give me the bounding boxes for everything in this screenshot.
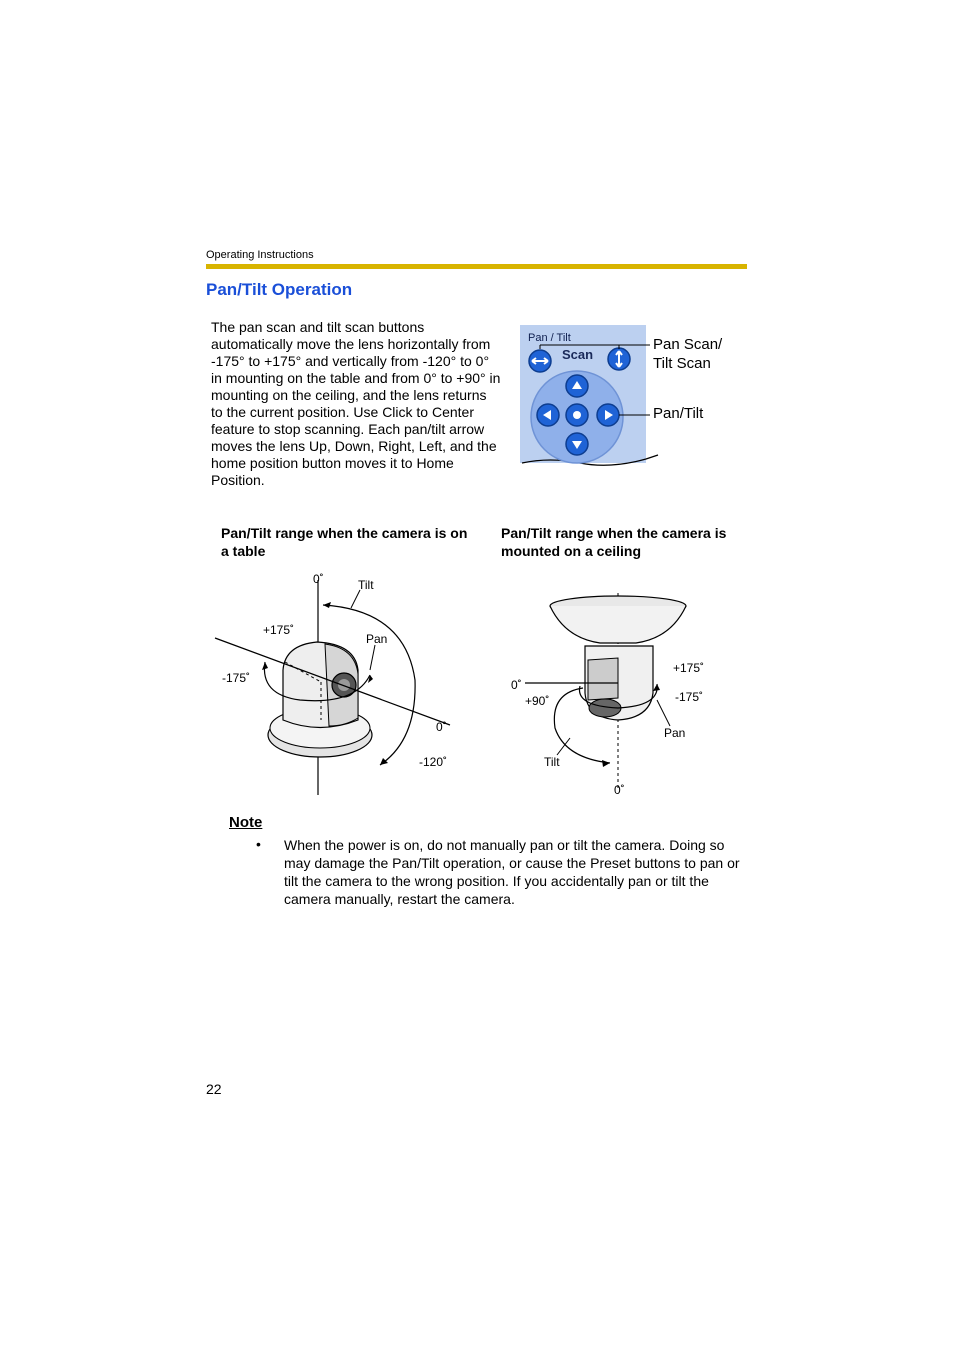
pan-tilt-control-panel [520, 325, 646, 465]
ceiling-label-plus175: +175˚ [673, 661, 705, 675]
table-label-tilt: Tilt [358, 578, 374, 592]
table-label-top-zero: 0˚ [313, 572, 324, 586]
table-label-right-zero: 0˚ [436, 720, 447, 734]
home-position-button[interactable] [566, 404, 588, 426]
control-panel-graphic [520, 325, 660, 470]
pan-right-button[interactable] [597, 404, 619, 426]
table-label-pan: Pan [366, 632, 388, 646]
tilt-scan-button[interactable] [608, 348, 630, 370]
ceiling-label-tilt: Tilt [544, 755, 560, 769]
ceiling-label-bottom-zero: 0˚ [614, 783, 625, 797]
tilt-up-button[interactable] [566, 375, 588, 397]
ceiling-label-minus175: -175˚ [675, 690, 704, 704]
page-number: 22 [206, 1081, 222, 1097]
home-dot-icon [573, 411, 581, 419]
table-label-plus175: +175˚ [263, 623, 295, 637]
pan-left-button[interactable] [537, 404, 559, 426]
note-heading: Note [229, 814, 263, 831]
callout-pan-tilt: Pan/Tilt [653, 405, 704, 422]
note-text: When the power is on, do not manually pan or tilt the camera. Doing so may damage the Pan/Tilt operation, or cause the Preset buttons to pan or tilt the camera to the wrong position. If you accidentally pan or tilt the camera manually, restart the camera. [284, 837, 740, 907]
ceiling-label-plus90: +90˚ [525, 694, 550, 708]
intro-paragraph: The pan scan and tilt scan buttons automatically move the lens horizontally from -175° to +175° and vertically from -120° to 0° in mounting on the table and from 0° to +90° in mounting on the ceiling, and the lens returns to the current position. Use Click to Center feature to stop scanning. Each pan/tilt arrow moves the lens Up, Down, Right, Left, and the home position button moves it to Home Position. [211, 319, 501, 488]
ceiling-label-left-zero: 0˚ [511, 678, 522, 692]
tilt-down-button[interactable] [566, 433, 588, 455]
callout-pan-tilt-scan: Pan Scan/ Tilt Scan [653, 336, 723, 372]
note-bullet: • [256, 836, 261, 852]
scan-label: Scan [562, 347, 594, 362]
running-header: Operating Instructions [206, 249, 314, 261]
ceiling-label-pan: Pan [664, 726, 686, 740]
caption-table-mount: Pan/Tilt range when the camera is on a table [221, 525, 468, 559]
section-title: Pan/Tilt Operation [206, 280, 353, 299]
table-label-minus175: -175˚ [222, 671, 251, 685]
table-label-minus120: -120˚ [419, 755, 448, 769]
header-rule [206, 264, 747, 269]
pan-scan-button[interactable] [529, 350, 551, 372]
caption-ceiling-mount: Pan/Tilt range when the camera is mounted on a ceiling [501, 525, 727, 559]
panel-header-label: Pan / Tilt [528, 332, 571, 344]
